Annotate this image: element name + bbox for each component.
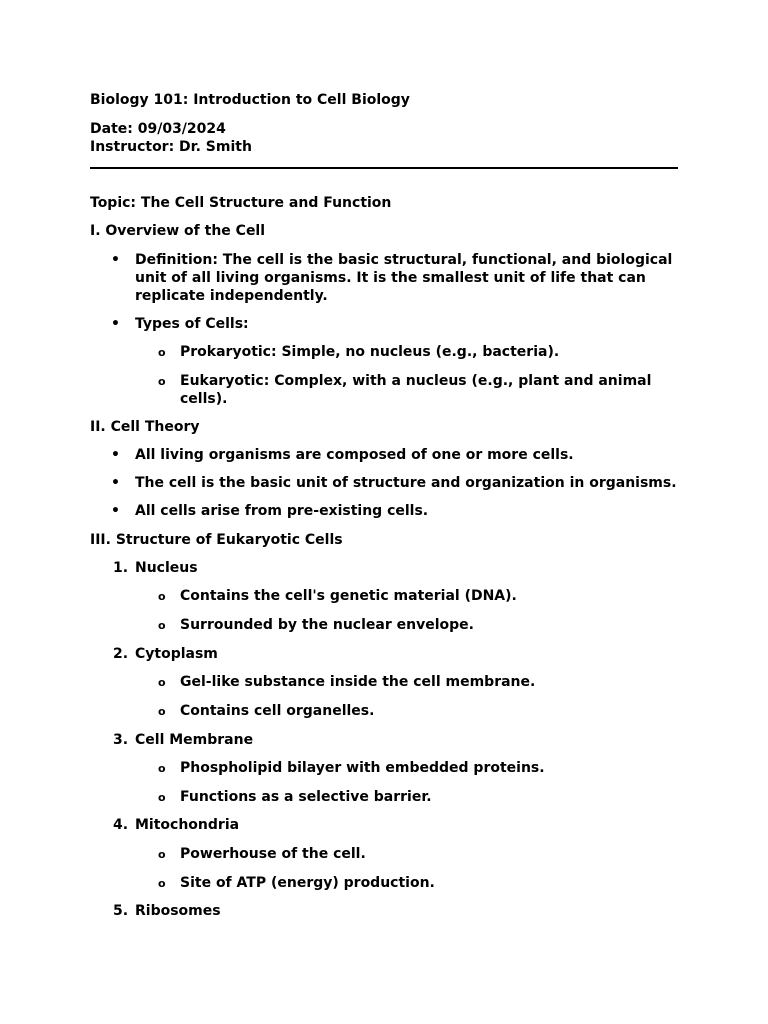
bullet-disc-icon: • [111, 252, 120, 268]
definition-text: Definition: The cell is the basic structural, functional, and biological unit of all living organisms. It is the smallest unit of life that can replicate independently. [135, 252, 673, 304]
bullet-circle-icon: o [158, 346, 166, 359]
section-heading-eukaryotic-structure: III. Structure of Eukaryotic Cells [90, 532, 343, 548]
organelle-nucleus: Nucleus [135, 560, 198, 576]
bullet-circle-icon: o [158, 375, 166, 388]
cell-theory-item: The cell is the basic unit of structure and organization in organisms. [135, 475, 677, 491]
bullet-disc-icon: • [111, 316, 120, 332]
prokaryotic-text: Prokaryotic: Simple, no nucleus (e.g., bacteria). [180, 344, 560, 360]
organelle-ribosomes: Ribosomes [135, 903, 221, 919]
organelle-point: Contains the cell's genetic material (DNA). [180, 588, 517, 604]
organelle-cell-membrane: Cell Membrane [135, 732, 254, 748]
course-title: Biology 101: Introduction to Cell Biology [90, 92, 410, 108]
organelle-point: Site of ATP (energy) production. [180, 875, 435, 891]
organelle-point: Phospholipid bilayer with embedded proteins. [180, 760, 545, 776]
list-number: 3. [113, 732, 129, 748]
bullet-disc-icon: • [111, 475, 120, 491]
types-label: Types of Cells: [135, 316, 249, 332]
eukaryotic-text: Eukaryotic: Complex, with a nucleus (e.g., plant and animal cells). [180, 373, 652, 407]
bullet-circle-icon: o [158, 877, 166, 890]
section-heading-overview: I. Overview of the Cell [90, 223, 266, 239]
instructor-line: Instructor: Dr. Smith [90, 139, 252, 155]
organelle-mitochondria: Mitochondria [135, 817, 240, 833]
bullet-circle-icon: o [158, 762, 166, 775]
organelle-cytoplasm: Cytoplasm [135, 646, 218, 662]
organelle-point: Powerhouse of the cell. [180, 846, 366, 862]
cell-theory-item: All living organisms are composed of one or more cells. [135, 447, 574, 463]
horizontal-divider [90, 167, 678, 169]
date-line: Date: 09/03/2024 [90, 121, 226, 137]
list-number: 5. [113, 903, 129, 919]
topic-heading: Topic: The Cell Structure and Function [90, 195, 392, 211]
list-number: 1. [113, 560, 129, 576]
organelle-point: Contains cell organelles. [180, 703, 375, 719]
cell-theory-item: All cells arise from pre-existing cells. [135, 503, 429, 519]
organelle-point: Gel-like substance inside the cell membrane. [180, 674, 536, 690]
list-number: 2. [113, 646, 129, 662]
organelle-point: Surrounded by the nuclear envelope. [180, 617, 474, 633]
bullet-circle-icon: o [158, 676, 166, 689]
bullet-circle-icon: o [158, 791, 166, 804]
bullet-disc-icon: • [111, 503, 120, 519]
bullet-circle-icon: o [158, 705, 166, 718]
bullet-circle-icon: o [158, 848, 166, 861]
section-heading-cell-theory: II. Cell Theory [90, 419, 200, 435]
list-number: 4. [113, 817, 129, 833]
bullet-disc-icon: • [111, 447, 120, 463]
organelle-point: Functions as a selective barrier. [180, 789, 432, 805]
bullet-circle-icon: o [158, 590, 166, 603]
bullet-circle-icon: o [158, 619, 166, 632]
